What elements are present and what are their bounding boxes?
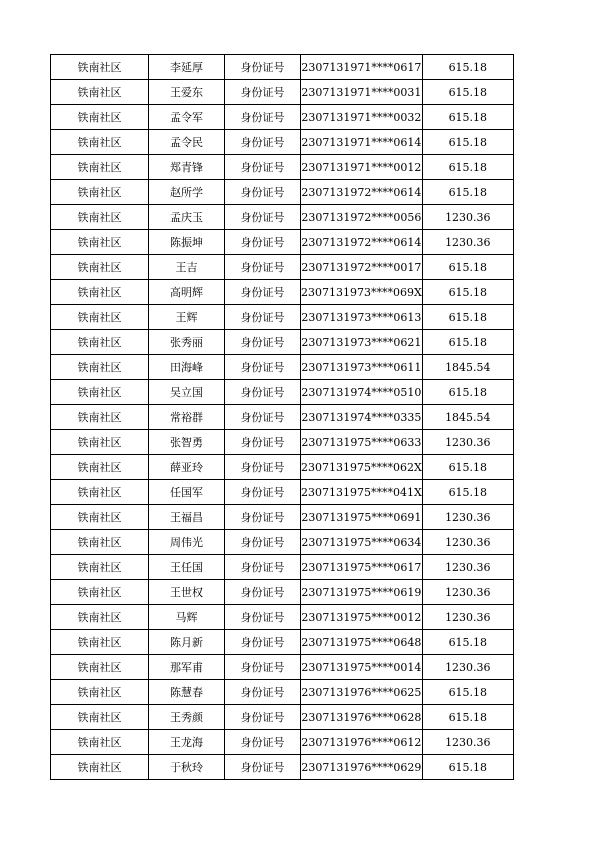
community-cell: 铁南社区 [51, 705, 149, 730]
name-cell: 张秀丽 [149, 330, 225, 355]
id-number-cell: 2307131975****0691 [301, 505, 423, 530]
name-cell: 那军甫 [149, 655, 225, 680]
community-cell: 铁南社区 [51, 55, 149, 80]
id-type-cell: 身份证号 [225, 630, 301, 655]
community-cell: 铁南社区 [51, 430, 149, 455]
table-row [51, 505, 514, 530]
id-type-cell: 身份证号 [225, 130, 301, 155]
amount-cell: 615.18 [422, 180, 513, 205]
id-number-cell: 2307131975****062X [301, 455, 423, 480]
amount-cell: 615.18 [422, 155, 513, 180]
id-type-cell: 身份证号 [225, 480, 301, 505]
amount-cell: 1845.54 [422, 355, 513, 380]
table-row [51, 380, 514, 405]
id-type-cell: 身份证号 [225, 555, 301, 580]
amount-cell: 1230.36 [422, 430, 513, 455]
id-number-cell: 2307131972****0056 [301, 205, 423, 230]
id-number-cell: 2307131975****0012 [301, 605, 423, 630]
id-number-cell: 2307131976****0625 [301, 680, 423, 705]
id-type-cell: 身份证号 [225, 455, 301, 480]
community-cell: 铁南社区 [51, 205, 149, 230]
id-number-cell: 2307131973****0621 [301, 330, 423, 355]
amount-cell: 615.18 [422, 680, 513, 705]
id-type-cell: 身份证号 [225, 580, 301, 605]
id-number-cell: 2307131975****0617 [301, 555, 423, 580]
name-cell: 高明辉 [149, 280, 225, 305]
community-cell: 铁南社区 [51, 630, 149, 655]
id-number-cell: 2307131975****0633 [301, 430, 423, 455]
amount-cell: 1230.36 [422, 205, 513, 230]
amount-cell: 615.18 [422, 480, 513, 505]
table-row [51, 655, 514, 680]
name-cell: 王福昌 [149, 505, 225, 530]
table-row [51, 105, 514, 130]
community-cell: 铁南社区 [51, 180, 149, 205]
id-type-cell: 身份证号 [225, 55, 301, 80]
id-type-cell: 身份证号 [225, 330, 301, 355]
id-type-cell: 身份证号 [225, 755, 301, 780]
table-row [51, 205, 514, 230]
table-row [51, 130, 514, 155]
table-row [51, 530, 514, 555]
table-row [51, 730, 514, 755]
name-cell: 任国军 [149, 480, 225, 505]
community-cell: 铁南社区 [51, 130, 149, 155]
community-cell: 铁南社区 [51, 455, 149, 480]
id-number-cell: 2307131971****0031 [301, 80, 423, 105]
community-cell: 铁南社区 [51, 480, 149, 505]
name-cell: 王爱东 [149, 80, 225, 105]
name-cell: 孟庆玉 [149, 205, 225, 230]
community-cell: 铁南社区 [51, 380, 149, 405]
amount-cell: 1230.36 [422, 230, 513, 255]
table-row [51, 330, 514, 355]
amount-cell: 615.18 [422, 330, 513, 355]
id-type-cell: 身份证号 [225, 105, 301, 130]
amount-cell: 615.18 [422, 380, 513, 405]
table-row [51, 580, 514, 605]
id-number-cell: 2307131974****0510 [301, 380, 423, 405]
community-cell: 铁南社区 [51, 305, 149, 330]
id-type-cell: 身份证号 [225, 505, 301, 530]
id-type-cell: 身份证号 [225, 280, 301, 305]
community-cell: 铁南社区 [51, 405, 149, 430]
id-type-cell: 身份证号 [225, 680, 301, 705]
table-row [51, 480, 514, 505]
name-cell: 陈振坤 [149, 230, 225, 255]
community-cell: 铁南社区 [51, 605, 149, 630]
community-cell: 铁南社区 [51, 505, 149, 530]
name-cell: 常裕群 [149, 405, 225, 430]
community-cell: 铁南社区 [51, 255, 149, 280]
table-row [51, 405, 514, 430]
id-number-cell: 2307131976****0628 [301, 705, 423, 730]
id-type-cell: 身份证号 [225, 380, 301, 405]
community-cell: 铁南社区 [51, 530, 149, 555]
amount-cell: 615.18 [422, 130, 513, 155]
name-cell: 王龙海 [149, 730, 225, 755]
table-row [51, 255, 514, 280]
id-number-cell: 2307131973****0611 [301, 355, 423, 380]
id-type-cell: 身份证号 [225, 730, 301, 755]
amount-cell: 1230.36 [422, 580, 513, 605]
amount-cell: 615.18 [422, 455, 513, 480]
id-type-cell: 身份证号 [225, 655, 301, 680]
id-number-cell: 2307131972****0614 [301, 180, 423, 205]
amount-cell: 1230.36 [422, 530, 513, 555]
id-type-cell: 身份证号 [225, 80, 301, 105]
id-number-cell: 2307131972****0614 [301, 230, 423, 255]
name-cell: 吴立国 [149, 380, 225, 405]
community-cell: 铁南社区 [51, 105, 149, 130]
table-row [51, 605, 514, 630]
table-row [51, 155, 514, 180]
id-number-cell: 2307131975****0014 [301, 655, 423, 680]
amount-cell: 615.18 [422, 105, 513, 130]
name-cell: 李延厚 [149, 55, 225, 80]
amount-cell: 615.18 [422, 80, 513, 105]
amount-cell: 1230.36 [422, 655, 513, 680]
amount-cell: 615.18 [422, 755, 513, 780]
table-row [51, 55, 514, 80]
community-cell: 铁南社区 [51, 280, 149, 305]
amount-cell: 615.18 [422, 255, 513, 280]
amount-cell: 615.18 [422, 705, 513, 730]
table-row [51, 455, 514, 480]
id-type-cell: 身份证号 [225, 530, 301, 555]
name-cell: 田海峰 [149, 355, 225, 380]
id-number-cell: 2307131975****0619 [301, 580, 423, 605]
id-number-cell: 2307131972****0017 [301, 255, 423, 280]
id-type-cell: 身份证号 [225, 180, 301, 205]
community-cell: 铁南社区 [51, 655, 149, 680]
name-cell: 于秋玲 [149, 755, 225, 780]
community-cell: 铁南社区 [51, 80, 149, 105]
table-row [51, 555, 514, 580]
amount-cell: 1230.36 [422, 505, 513, 530]
id-number-cell: 2307131975****0648 [301, 630, 423, 655]
id-number-cell: 2307131976****0629 [301, 755, 423, 780]
table-row [51, 430, 514, 455]
id-type-cell: 身份证号 [225, 205, 301, 230]
id-type-cell: 身份证号 [225, 305, 301, 330]
id-type-cell: 身份证号 [225, 155, 301, 180]
community-cell: 铁南社区 [51, 155, 149, 180]
id-number-cell: 2307131971****0617 [301, 55, 423, 80]
id-type-cell: 身份证号 [225, 255, 301, 280]
name-cell: 陈慧春 [149, 680, 225, 705]
community-cell: 铁南社区 [51, 755, 149, 780]
id-number-cell: 2307131971****0032 [301, 105, 423, 130]
community-cell: 铁南社区 [51, 680, 149, 705]
data-table [50, 54, 514, 780]
table-row [51, 755, 514, 780]
table-row [51, 80, 514, 105]
name-cell: 郑青锋 [149, 155, 225, 180]
name-cell: 孟令民 [149, 130, 225, 155]
amount-cell: 1845.54 [422, 405, 513, 430]
community-cell: 铁南社区 [51, 230, 149, 255]
amount-cell: 1230.36 [422, 730, 513, 755]
name-cell: 王秀颜 [149, 705, 225, 730]
table-row [51, 280, 514, 305]
id-type-cell: 身份证号 [225, 705, 301, 730]
name-cell: 王世权 [149, 580, 225, 605]
id-type-cell: 身份证号 [225, 605, 301, 630]
name-cell: 王辉 [149, 305, 225, 330]
name-cell: 王任国 [149, 555, 225, 580]
name-cell: 陈月新 [149, 630, 225, 655]
community-cell: 铁南社区 [51, 355, 149, 380]
amount-cell: 615.18 [422, 280, 513, 305]
name-cell: 马辉 [149, 605, 225, 630]
table-row [51, 230, 514, 255]
name-cell: 张智勇 [149, 430, 225, 455]
id-number-cell: 2307131971****0614 [301, 130, 423, 155]
name-cell: 周伟光 [149, 530, 225, 555]
community-cell: 铁南社区 [51, 555, 149, 580]
id-type-cell: 身份证号 [225, 405, 301, 430]
table-row [51, 180, 514, 205]
name-cell: 王吉 [149, 255, 225, 280]
name-cell: 赵所学 [149, 180, 225, 205]
community-cell: 铁南社区 [51, 580, 149, 605]
table-row [51, 355, 514, 380]
id-number-cell: 2307131975****041X [301, 480, 423, 505]
amount-cell: 615.18 [422, 55, 513, 80]
community-cell: 铁南社区 [51, 330, 149, 355]
name-cell: 薛亚玲 [149, 455, 225, 480]
id-number-cell: 2307131974****0335 [301, 405, 423, 430]
id-type-cell: 身份证号 [225, 355, 301, 380]
amount-cell: 615.18 [422, 630, 513, 655]
amount-cell: 1230.36 [422, 605, 513, 630]
table-row [51, 680, 514, 705]
id-number-cell: 2307131973****069X [301, 280, 423, 305]
id-number-cell: 2307131973****0613 [301, 305, 423, 330]
id-number-cell: 2307131971****0012 [301, 155, 423, 180]
id-type-cell: 身份证号 [225, 430, 301, 455]
amount-cell: 615.18 [422, 305, 513, 330]
amount-cell: 1230.36 [422, 555, 513, 580]
table-row [51, 705, 514, 730]
table-row [51, 305, 514, 330]
table-body [51, 55, 514, 780]
id-number-cell: 2307131976****0612 [301, 730, 423, 755]
name-cell: 孟令军 [149, 105, 225, 130]
community-cell: 铁南社区 [51, 730, 149, 755]
id-type-cell: 身份证号 [225, 230, 301, 255]
table-row [51, 630, 514, 655]
id-number-cell: 2307131975****0634 [301, 530, 423, 555]
